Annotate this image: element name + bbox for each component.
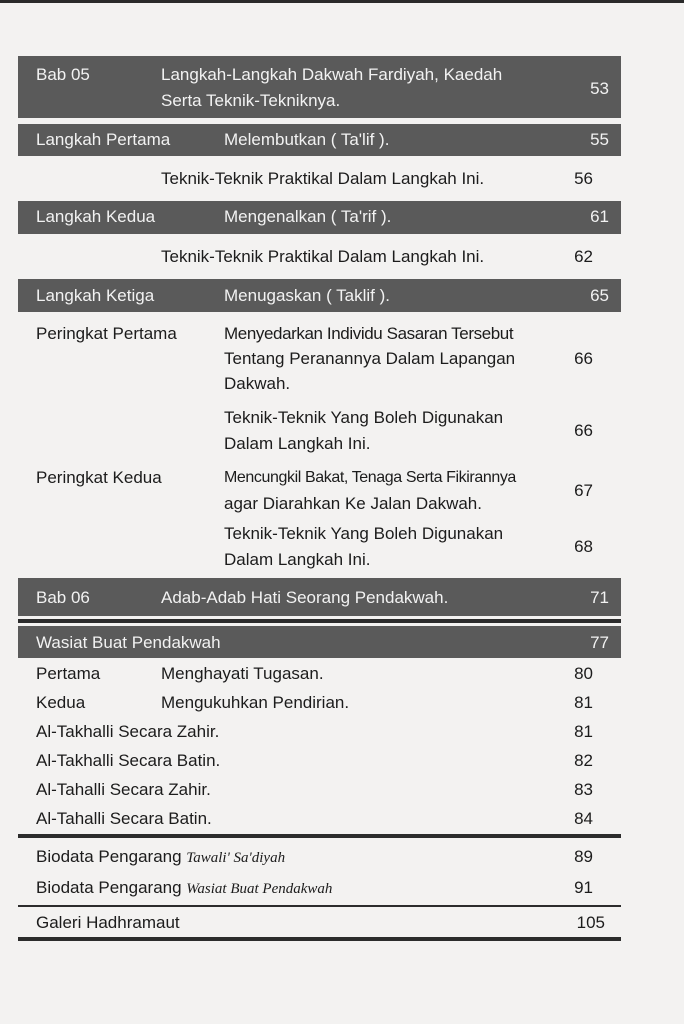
toc-pertama-label: Pertama — [36, 664, 101, 683]
toc-bab05-title-line2: Serta Teknik-Tekniknya. — [161, 91, 341, 110]
toc-wasiat-page: 77 — [590, 633, 609, 652]
toc-takhalli-zahir-page: 81 — [574, 722, 593, 741]
toc-langkah1-sub[interactable] — [18, 156, 621, 201]
toc-takhalli-batin-title: Al-Takhalli Secara Batin. — [36, 751, 221, 770]
toc-langkah1-title: Melembutkan ( Ta'lif ). — [224, 130, 390, 149]
toc-tahalli-zahir-page: 83 — [574, 780, 593, 799]
toc-bab06-page: 71 — [590, 588, 609, 607]
toc-langkah2-title: Mengenalkan ( Ta'rif ). — [224, 207, 392, 226]
toc-langkah2-code: Langkah Kedua — [36, 207, 156, 226]
toc-langkah2-header[interactable] — [18, 201, 621, 234]
toc-bab05-header[interactable] — [18, 56, 621, 118]
toc-langkah2-sub-page: 62 — [574, 247, 593, 266]
toc-galeri-title: Galeri Hadhramaut — [36, 913, 180, 932]
toc-peringkat2-page: 67 — [574, 481, 593, 500]
toc-peringkat1-sub[interactable] — [18, 404, 621, 464]
toc-peringkat1-line1: Menyedarkan Individu Sasaran Tersebut — [224, 324, 514, 343]
toc-takhalli-batin-page: 82 — [574, 751, 593, 770]
toc-langkah3-header[interactable] — [18, 279, 621, 312]
toc-langkah1-code: Langkah Pertama — [36, 130, 171, 149]
toc-langkah2-sub[interactable] — [18, 234, 621, 279]
toc-kedua-page: 81 — [574, 693, 593, 712]
toc-biodata2[interactable] — [18, 872, 621, 905]
toc-bab06-header[interactable] — [18, 578, 621, 616]
toc-tahalli-batin-page: 84 — [574, 809, 593, 828]
toc-biodata1-page: 89 — [574, 847, 593, 866]
toc-biodata1-text — [36, 845, 285, 870]
toc-pertama-title: Menghayati Tugasan. — [161, 664, 324, 683]
toc-tahalli-zahir[interactable] — [18, 775, 621, 804]
toc-peringkat1-label: Peringkat Pertama — [36, 324, 177, 343]
toc-takhalli-zahir[interactable] — [18, 717, 621, 746]
toc-tahalli-zahir-title: Al-Tahalli Secara Zahir. — [36, 780, 211, 799]
toc-langkah2-page: 61 — [590, 207, 609, 226]
toc-bab06-code: Bab 06 — [36, 588, 90, 607]
toc-takhalli-batin[interactable] — [18, 746, 621, 775]
toc-wasiat-header[interactable] — [18, 626, 621, 658]
toc-peringkat2-label: Peringkat Kedua — [36, 468, 162, 487]
toc-langkah1-header[interactable] — [18, 124, 621, 156]
toc-peringkat2-sub-page: 68 — [574, 537, 593, 556]
toc-langkah2-sub-title: Teknik-Teknik Praktikal Dalam Langkah Ini. — [161, 247, 485, 266]
section-divider — [18, 937, 621, 941]
page-top-edge — [0, 0, 684, 3]
toc-tahalli-batin-title: Al-Tahalli Secara Batin. — [36, 809, 212, 828]
toc-biodata1[interactable] — [18, 838, 621, 872]
toc-bab06-title: Adab-Adab Hati Seorang Pendakwah. — [161, 588, 449, 607]
toc-galeri-page: 105 — [576, 913, 605, 932]
toc-wasiat-title: Wasiat Buat Pendakwah — [36, 633, 221, 652]
toc-pertama[interactable] — [18, 658, 621, 688]
toc-peringkat2-sub[interactable] — [18, 520, 621, 578]
toc-bab05-code: Bab 05 — [36, 65, 90, 84]
toc-pertama-page: 80 — [574, 664, 593, 683]
toc-peringkat2-sub-line2: Dalam Langkah Ini. — [224, 550, 371, 569]
table-of-contents — [18, 56, 621, 941]
toc-tahalli-batin[interactable] — [18, 804, 621, 834]
toc-biodata2-work: Wasiat Buat Pendakwah — [186, 881, 333, 897]
toc-langkah1-sub-page: 56 — [574, 169, 593, 188]
toc-peringkat1-line2: Tentang Peranannya Dalam Lapangan — [224, 349, 516, 368]
toc-peringkat1-sub-page: 66 — [574, 421, 593, 440]
toc-kedua-title: Mengukuhkan Pendirian. — [161, 693, 350, 712]
toc-biodata2-page: 91 — [574, 878, 593, 897]
toc-langkah3-code: Langkah Ketiga — [36, 286, 155, 305]
toc-peringkat1-page: 66 — [574, 349, 593, 368]
toc-kedua[interactable] — [18, 688, 621, 717]
toc-biodata2-text — [36, 876, 332, 901]
toc-biodata1-work: Tawali' Sa'diyah — [186, 850, 286, 866]
toc-biodata1-prefix: Biodata Pengarang — [36, 847, 182, 866]
toc-peringkat2[interactable] — [18, 464, 621, 520]
toc-bab05-page: 53 — [590, 79, 609, 98]
toc-peringkat2-line1: Mencungkil Bakat, Tenaga Serta Fikirannya — [224, 469, 516, 486]
toc-langkah3-page: 65 — [590, 286, 609, 305]
toc-peringkat1-sub-line2: Dalam Langkah Ini. — [224, 434, 371, 453]
toc-biodata2-prefix: Biodata Pengarang — [36, 878, 182, 897]
toc-langkah3-title: Menugaskan ( Taklif ). — [224, 286, 390, 305]
toc-peringkat1-sub-line1: Teknik-Teknik Yang Boleh Digunakan — [224, 408, 504, 427]
toc-langkah1-sub-title: Teknik-Teknik Praktikal Dalam Langkah Ini. — [161, 169, 485, 188]
toc-peringkat2-line2: agar Diarahkan Ke Jalan Dakwah. — [224, 494, 482, 513]
toc-galeri[interactable] — [18, 907, 621, 937]
toc-peringkat2-sub-line1: Teknik-Teknik Yang Boleh Digunakan — [224, 524, 504, 543]
toc-peringkat1[interactable] — [18, 312, 621, 404]
toc-langkah1-page: 55 — [590, 130, 609, 149]
toc-peringkat1-line3: Dakwah. — [224, 374, 291, 393]
toc-takhalli-zahir-title: Al-Takhalli Secara Zahir. — [36, 722, 220, 741]
toc-bab05-title-line1: Langkah-Langkah Dakwah Fardiyah, Kaedah — [161, 65, 503, 84]
toc-kedua-label: Kedua — [36, 693, 86, 712]
